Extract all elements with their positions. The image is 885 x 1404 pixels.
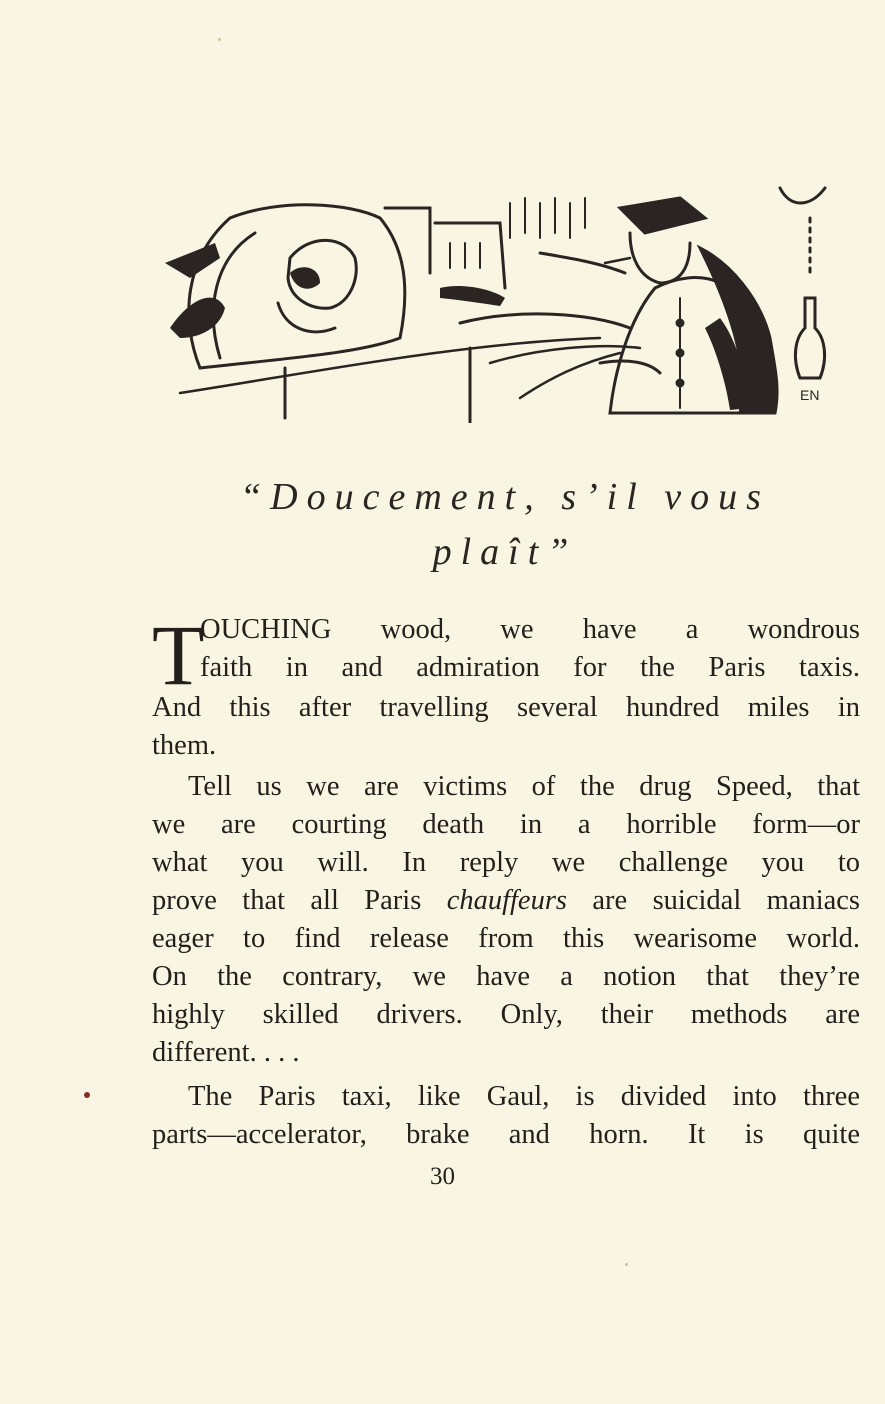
margin-ink-dot (84, 1092, 90, 1098)
paragraph-1-line-2 (200, 649, 860, 687)
drop-cap: T (152, 607, 205, 703)
chapter-heading-line-2: plaît” (432, 531, 578, 573)
text-line: And this after travelling several hundred miles in (152, 692, 860, 723)
text-line: On the contrary, we have a notion that they’re (152, 961, 860, 992)
svg-text:EN: EN (800, 387, 820, 403)
text-line: highly skilled drivers. Only, their methods are (152, 999, 860, 1030)
paragraph-2 (152, 768, 860, 1072)
text-line: parts—accelerator, brake and horn. It is quite (152, 1119, 860, 1150)
text-line-with-italic (152, 882, 860, 920)
text-line: different. . . . (152, 1037, 300, 1068)
text-line: eager to find release from this wearisome world. (152, 923, 860, 954)
text-line: them. (152, 730, 217, 761)
text-line: faith in and admiration for the Paris taxis. (200, 652, 860, 683)
taxi-illustration (160, 178, 840, 423)
paper-speck (625, 1263, 628, 1266)
text-segment: prove that all Paris (152, 885, 447, 916)
italic-word: chauffeurs (446, 885, 568, 916)
text-line: OUCHING wood, we have a wondrous (200, 614, 860, 645)
text-line: Tell us we are victims of the drug Speed, that (188, 771, 860, 802)
paragraph-3 (152, 1078, 860, 1154)
page-number: 30 (430, 1163, 455, 1190)
chapter-heading-line-1: “Doucement, s’il vous (240, 476, 770, 518)
text-line: we are courting death in a horrible form—or (152, 809, 860, 840)
paragraph-1-body (152, 689, 860, 765)
paper-speck (218, 38, 221, 41)
text-line: what you will. In reply we challenge you to (152, 847, 860, 878)
paragraph-1-line-1 (200, 611, 860, 649)
text-line: The Paris taxi, like Gaul, is divided into three (188, 1081, 860, 1112)
text-segment: are suicidal maniacs (567, 885, 860, 916)
